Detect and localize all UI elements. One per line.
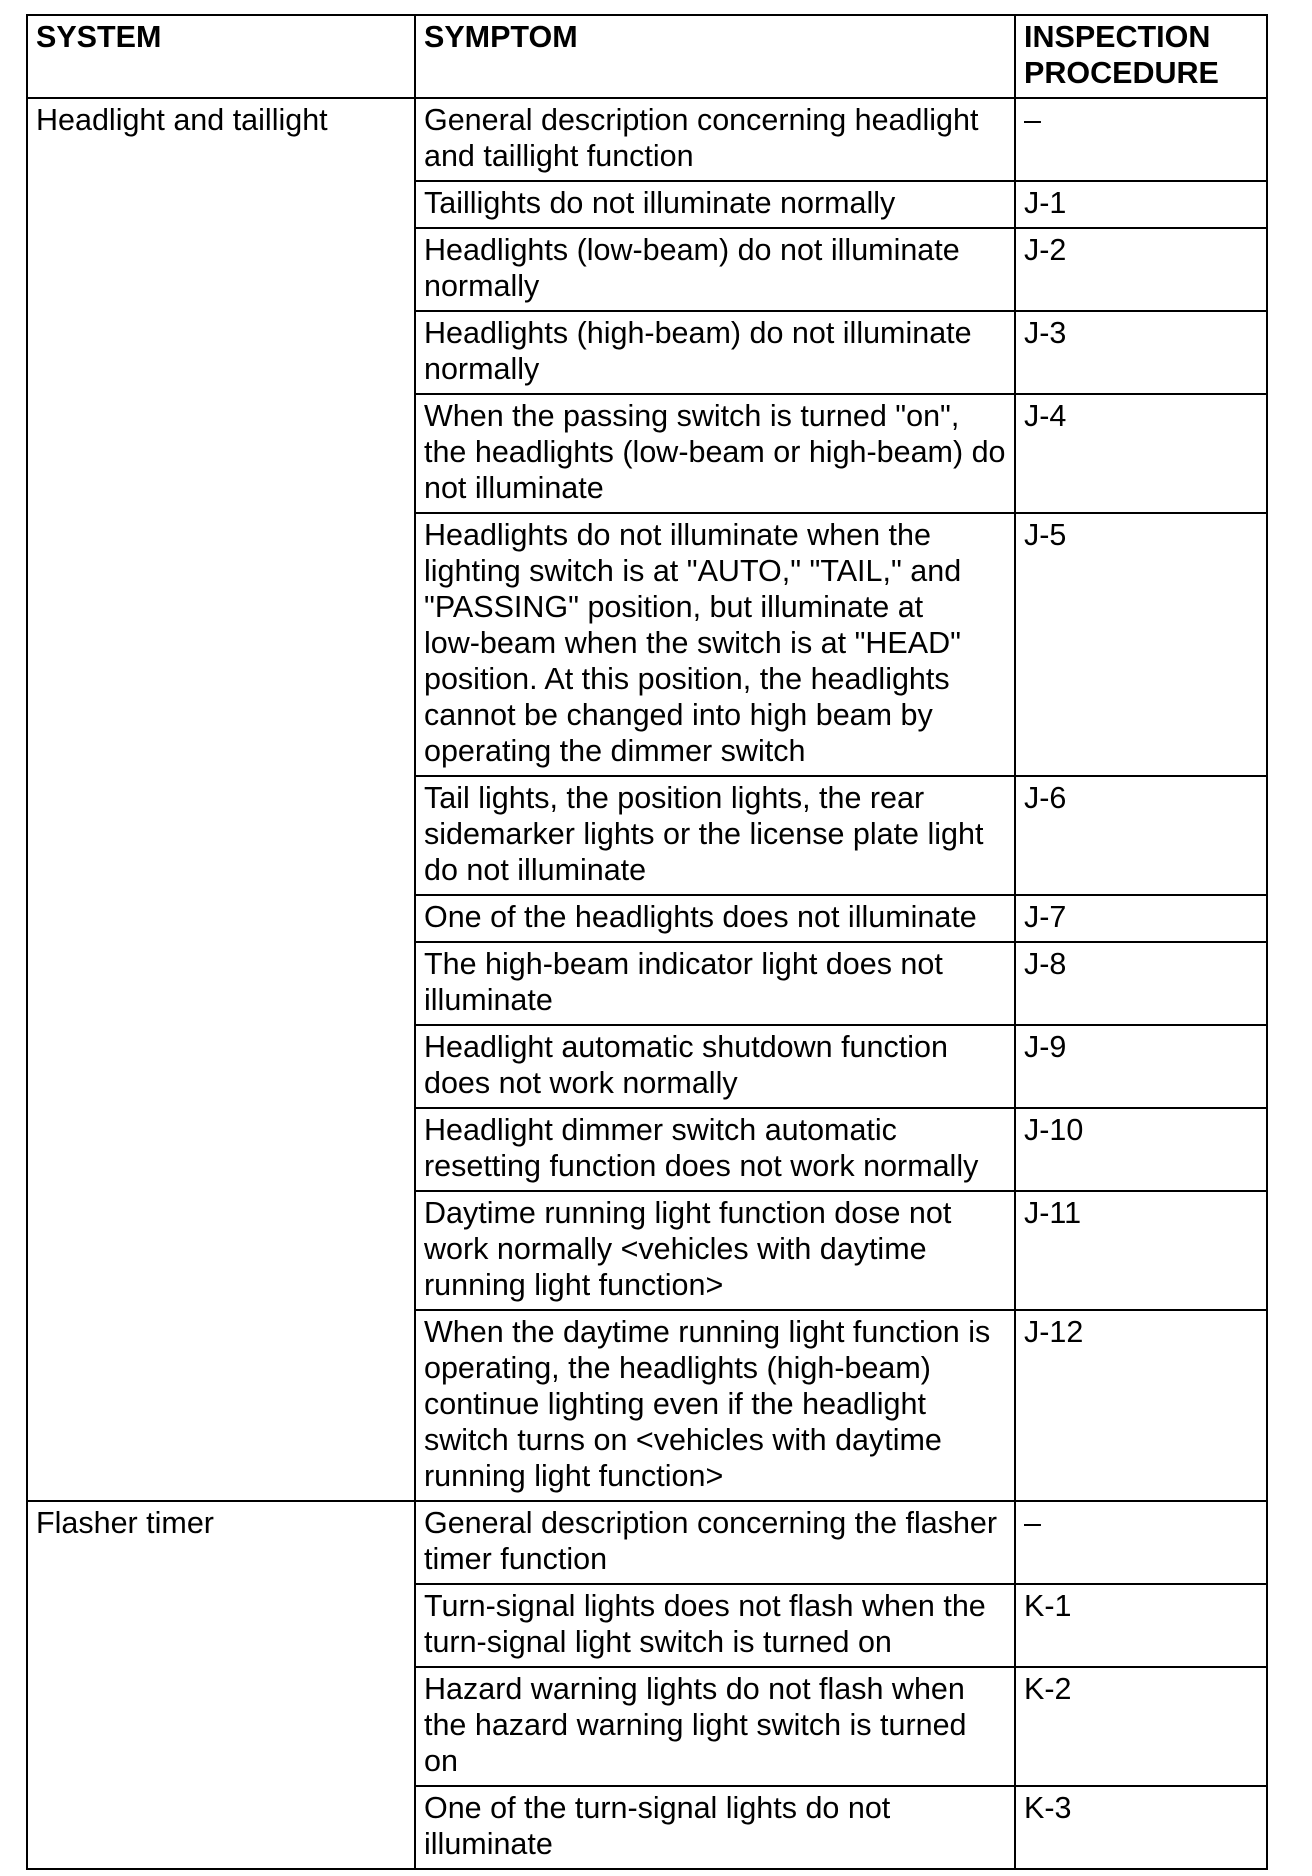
table-body [27, 98, 1267, 1869]
procedure-code: K-3 [1024, 1791, 1072, 1825]
procedure-code: J-2 [1024, 233, 1067, 267]
symptom-text: Taillights do not illuminate normally [424, 186, 896, 220]
procedure-code: J-5 [1024, 518, 1067, 552]
procedure-cell [1015, 1108, 1267, 1191]
system-label: Headlight and taillight [36, 103, 328, 137]
symptom-cell [415, 513, 1015, 776]
symptom-cell [415, 1191, 1015, 1310]
procedure-cell [1015, 1025, 1267, 1108]
procedure-code: – [1024, 103, 1041, 137]
symptom-cell [415, 1108, 1015, 1191]
symptom-cell [415, 776, 1015, 895]
procedure-code: J-10 [1024, 1113, 1084, 1147]
symptom-text: General description concerning the flasher timer function [424, 1506, 998, 1576]
procedure-cell [1015, 776, 1267, 895]
symptom-text: Daytime running light function dose not work normally <vehicles with daytime running light function> [424, 1196, 952, 1302]
troubleshooting-table [26, 14, 1268, 1870]
procedure-code: J-12 [1024, 1315, 1084, 1349]
symptom-cell [415, 1786, 1015, 1869]
symptom-cell [415, 98, 1015, 181]
procedure-code: J-3 [1024, 316, 1067, 350]
symptom-cell [415, 1501, 1015, 1584]
symptom-text: Headlight automatic shutdown function does not work normally [424, 1030, 948, 1100]
symptom-text: Hazard warning lights do not flash when the hazard warning light switch is turned on [424, 1672, 967, 1778]
symptom-cell [415, 228, 1015, 311]
procedure-cell [1015, 513, 1267, 776]
symptom-text: One of the headlights does not illuminate [424, 900, 977, 934]
procedure-code: J-9 [1024, 1030, 1067, 1064]
symptom-text: When the passing switch is turned "on", the headlights (low-beam or high-beam) do not illuminate [424, 399, 1006, 505]
symptom-text: When the daytime running light function is operating, the headlights (high-beam) continue lighting even if the headlight switch turns on <vehicles with daytime running light function> [424, 1315, 991, 1493]
procedure-code: J-11 [1024, 1196, 1082, 1230]
symptom-text: The high-beam indicator light does not illuminate [424, 947, 943, 1017]
symptom-cell [415, 311, 1015, 394]
procedure-cell [1015, 98, 1267, 181]
symptom-cell [415, 1310, 1015, 1501]
procedure-cell [1015, 1667, 1267, 1786]
procedure-cell [1015, 228, 1267, 311]
procedure-cell [1015, 311, 1267, 394]
procedure-code: – [1024, 1506, 1041, 1540]
symptom-cell [415, 942, 1015, 1025]
procedure-cell [1015, 1786, 1267, 1869]
table-row [27, 98, 1267, 181]
symptom-text: One of the turn-signal lights do not illuminate [424, 1791, 891, 1861]
symptom-cell [415, 895, 1015, 942]
procedure-cell [1015, 1191, 1267, 1310]
symptom-text: Headlight dimmer switch automatic resetting function does not work normally [424, 1113, 979, 1183]
procedure-code: J-7 [1024, 900, 1067, 934]
system-label: Flasher timer [36, 1506, 214, 1540]
system-cell [27, 1501, 415, 1869]
procedure-code: K-2 [1024, 1672, 1072, 1706]
symptom-cell [415, 1025, 1015, 1108]
symptom-cell [415, 394, 1015, 513]
procedure-cell [1015, 181, 1267, 228]
header-procedure: INSPECTION PROCEDURE [1015, 15, 1267, 98]
symptom-text: Headlights (low-beam) do not illuminate normally [424, 233, 960, 303]
document-page [26, 14, 1266, 1870]
header-symptom: SYMPTOM [415, 15, 1015, 98]
symptom-text: Headlights (high-beam) do not illuminate normally [424, 316, 972, 386]
header-row [27, 15, 1267, 98]
symptom-text: Tail lights, the position lights, the rear sidemarker lights or the license plate light do not illuminate [424, 781, 984, 887]
procedure-cell [1015, 895, 1267, 942]
procedure-code: J-6 [1024, 781, 1067, 815]
procedure-cell [1015, 1584, 1267, 1667]
procedure-cell [1015, 1501, 1267, 1584]
procedure-cell [1015, 394, 1267, 513]
procedure-cell [1015, 942, 1267, 1025]
symptom-text: Turn-signal lights does not flash when the turn-signal light switch is turned on [424, 1589, 986, 1659]
procedure-code: J-8 [1024, 947, 1067, 981]
symptom-cell [415, 181, 1015, 228]
symptom-text: General description concerning headlight and taillight function [424, 103, 979, 173]
table-row [27, 1501, 1267, 1584]
procedure-code: J-1 [1024, 186, 1067, 220]
symptom-cell [415, 1667, 1015, 1786]
procedure-code: K-1 [1024, 1589, 1072, 1623]
symptom-cell [415, 1584, 1015, 1667]
procedure-code: J-4 [1024, 399, 1067, 433]
procedure-cell [1015, 1310, 1267, 1501]
symptom-text: Headlights do not illuminate when the lighting switch is at "AUTO," "TAIL," and "PASSING" position, but illuminate at low-beam when the switch is at "HEAD" position. At this position, the headlights cannot be changed into high beam by operating the dimmer switch [424, 518, 962, 768]
system-cell [27, 98, 415, 1501]
header-system: SYSTEM [27, 15, 415, 98]
